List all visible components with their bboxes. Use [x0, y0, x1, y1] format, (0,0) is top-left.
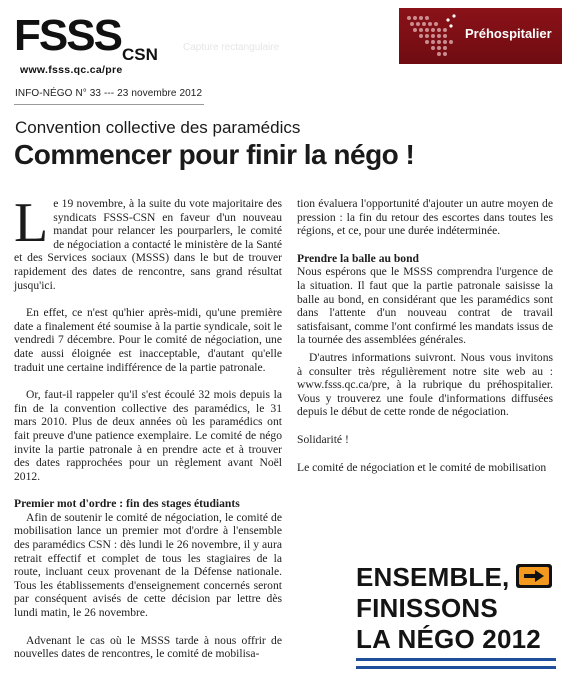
slogan-line-2: FINISSONS	[356, 593, 498, 623]
spacer	[14, 292, 282, 306]
header-rule	[14, 104, 204, 105]
right-column	[297, 197, 553, 474]
slogan-block	[356, 560, 556, 680]
slogan-line-1: ENSEMBLE,	[356, 562, 510, 592]
paragraph-intro-text: e 19 novembre, à la suite du vote majoritaire des syndicats FSSS-CSN en faveur d'un nouveau mandat pour relancer les pourparlers, le comité de négociation a contacté le ministère de la Santé et des Services sociaux (MSSS) dans le but de trouver rapidement des dates de rencontre, sans grand résultat jusqu'ici.	[14, 197, 282, 292]
spacer	[297, 419, 553, 433]
spacer	[297, 447, 553, 461]
paragraph: Or, faut-il rappeler qu'il s'est écoulé 32 mois depuis la fin de la convention collective des paramédics, le 31 mars 2010. Plus de deux années où les paramédics ont fait preuve d'une patience exemplaire. Le comité de négo invite la partie patronale à en prendre acte et à trouver des dates rapprochées pour un règlement avant Noël 2012.	[14, 388, 282, 483]
right-arrow-icon	[519, 567, 549, 585]
drop-cap: L	[14, 192, 49, 254]
article-title: Commencer pour finir la négo !	[14, 139, 415, 170]
logo-url[interactable]: www.fsss.qc.ca/pre	[20, 64, 123, 76]
arrow-icon	[516, 564, 552, 588]
logo-text: FSSS	[14, 11, 121, 60]
ghost-capture-text: Capture rectangulaire	[183, 42, 280, 53]
section-heading: Premier mot d'ordre : fin des stages étudiants	[14, 497, 240, 511]
banner-label: Préhospitalier	[465, 26, 552, 41]
spacer	[14, 483, 282, 497]
section-banner	[399, 8, 562, 64]
signature-text: Le comité de négociation et le comité de mobilisation	[297, 460, 547, 474]
left-column	[14, 192, 282, 661]
paragraph: tion évaluera l'opportunité d'ajouter un autre moyen de pression : la fin du retour des escortes dans toutes les régions, et ce, pour une durée indéterminée.	[297, 197, 553, 238]
spacer	[297, 238, 553, 252]
paragraph: Afin de soutenir le comité de négociation, le comité de mobilisation lance un premier mot d'ordre à l'ensemble des paramédics CSN : dès lundi le 26 novembre, il y aura retrait effectif et complet de tous les stagiaires de la route, incluant ceux provenant de la Défense nationale. Tous les établissements d'enseignement concernés seront par conséquent avisés de cette décision par lettre dès lundi matin, le 26 novembre.	[14, 510, 282, 620]
spacer	[14, 620, 282, 634]
solidarity-text: Solidarité !	[297, 432, 349, 446]
section-heading: Prendre la balle au bond	[297, 251, 419, 265]
paragraph: Advenant le cas où le MSSS tarde à nous offrir de nouvelles dates de rencontres, le comité de mobilisa-	[14, 633, 282, 661]
spacer	[14, 374, 282, 388]
slogan-line-3: LA NÉGO 2012	[356, 624, 541, 654]
logo-sub: CSN	[122, 45, 158, 64]
article-subtitle: Convention collective des paramédics	[15, 118, 301, 137]
paragraph-intro	[14, 192, 282, 292]
paragraph: D'autres informations suivront. Nous vous invitons à consulter très régulièrement notre site web au : www.fsss.qc.ca/pre, à la rubrique du préhospitalier. Vous y trouverez une foule d'informations diffusées depuis le début de cette ronde de négociation.	[297, 350, 553, 419]
slogan-bar-2	[356, 666, 556, 669]
paragraph: Nous espérons que le MSSS comprendra l'urgence de la situation. Il faut que la partie patronale saisisse la balle au bond, en considérant que les paramédics sont dans l'attente d'un nouveau contrat de travail satisfaisant, comme l'ont confirmé les mandats issus de la tournée des assemblées générales.	[297, 265, 553, 347]
issue-line: INFO-NÉGO N° 33 --- 23 novembre 2012	[15, 88, 203, 99]
slogan-bar-1	[356, 658, 556, 661]
paragraph: En effet, ce n'est qu'hier après-midi, qu'une première date a finalement été soumise à la partie syndicale, soit le vendredi 7 décembre. Pour le comité de négociation, une date aussi éloignée est inacceptable, d'autant qu'elle traduit une certaine indifférence de la partie patronale.	[14, 306, 282, 374]
fsss-csn-logo	[14, 11, 184, 78]
